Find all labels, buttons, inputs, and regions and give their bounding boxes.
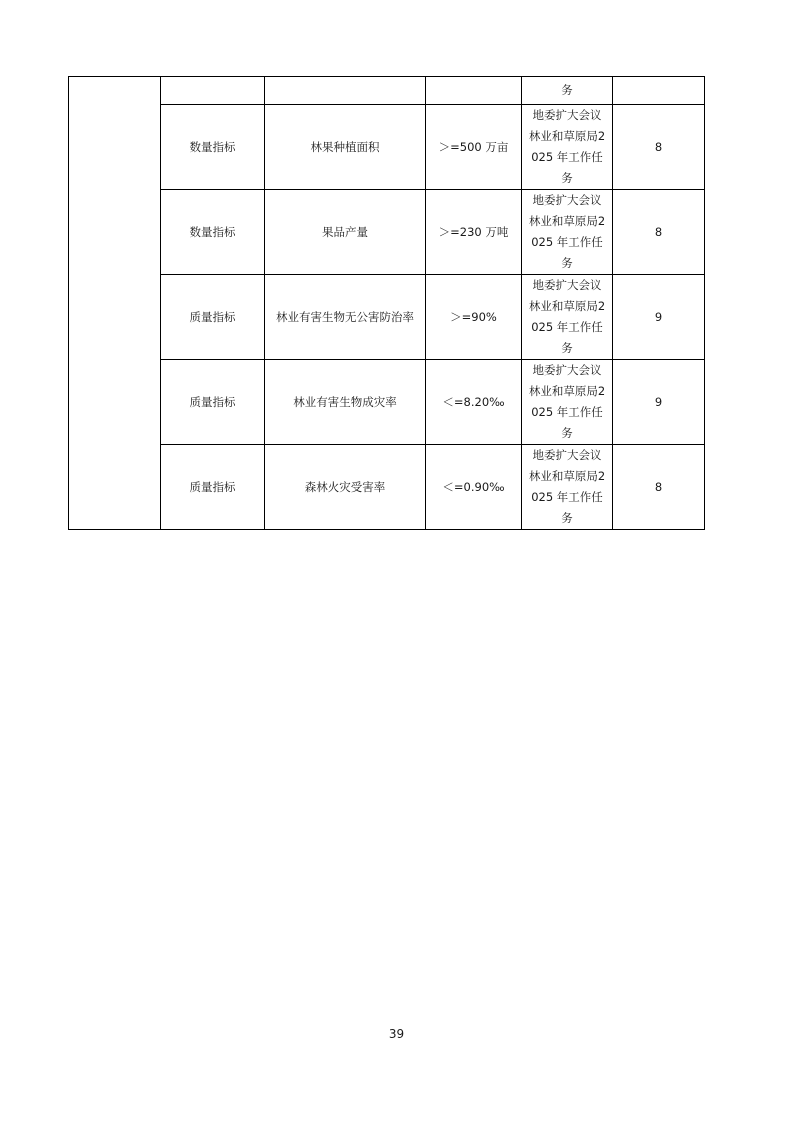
basis-text: 地委扩大会议林业和草原局2025 年工作任务 xyxy=(528,448,606,525)
category-cell xyxy=(161,77,265,105)
basis-text: 地委扩大会议林业和草原局2025 年工作任务 xyxy=(528,193,606,270)
table-row xyxy=(69,275,705,360)
table-row xyxy=(69,190,705,275)
score-cell: 8 xyxy=(613,105,705,190)
merged-left-cell xyxy=(69,77,161,530)
target-cell: ＜=8.20‰ xyxy=(426,360,522,445)
indicator-cell: 森林火灾受害率 xyxy=(265,445,426,530)
score-cell xyxy=(613,77,705,105)
score-cell: 8 xyxy=(613,445,705,530)
category-cell: 数量指标 xyxy=(161,190,265,275)
table-row xyxy=(69,360,705,445)
target-cell: ＜=0.90‰ xyxy=(426,445,522,530)
indicator-cell: 林果种植面积 xyxy=(265,105,426,190)
basis-cell xyxy=(522,360,613,445)
category-cell: 质量指标 xyxy=(161,360,265,445)
performance-indicator-table xyxy=(68,76,705,530)
basis-cell xyxy=(522,105,613,190)
basis-text: 务 xyxy=(561,83,573,97)
score-cell: 9 xyxy=(613,360,705,445)
table-row-continued xyxy=(69,77,705,105)
target-cell: ＞=500 万亩 xyxy=(426,105,522,190)
indicator-cell: 林业有害生物成灾率 xyxy=(265,360,426,445)
target-cell: ＞=230 万吨 xyxy=(426,190,522,275)
table-row xyxy=(69,445,705,530)
indicator-cell xyxy=(265,77,426,105)
basis-cell xyxy=(522,445,613,530)
basis-cell xyxy=(522,190,613,275)
category-cell: 质量指标 xyxy=(161,275,265,360)
score-cell: 8 xyxy=(613,190,705,275)
category-cell: 质量指标 xyxy=(161,445,265,530)
indicator-cell: 果品产量 xyxy=(265,190,426,275)
table-row xyxy=(69,105,705,190)
page-number: 39 xyxy=(388,1027,405,1041)
target-cell: ＞=90% xyxy=(426,275,522,360)
indicator-cell: 林业有害生物无公害防治率 xyxy=(265,275,426,360)
basis-text: 地委扩大会议林业和草原局2025 年工作任务 xyxy=(528,363,606,440)
basis-text: 地委扩大会议林业和草原局2025 年工作任务 xyxy=(528,278,606,355)
basis-cell xyxy=(522,77,613,105)
category-cell: 数量指标 xyxy=(161,105,265,190)
score-cell: 9 xyxy=(613,275,705,360)
basis-text: 地委扩大会议林业和草原局2025 年工作任务 xyxy=(528,108,606,185)
basis-cell xyxy=(522,275,613,360)
target-cell xyxy=(426,77,522,105)
